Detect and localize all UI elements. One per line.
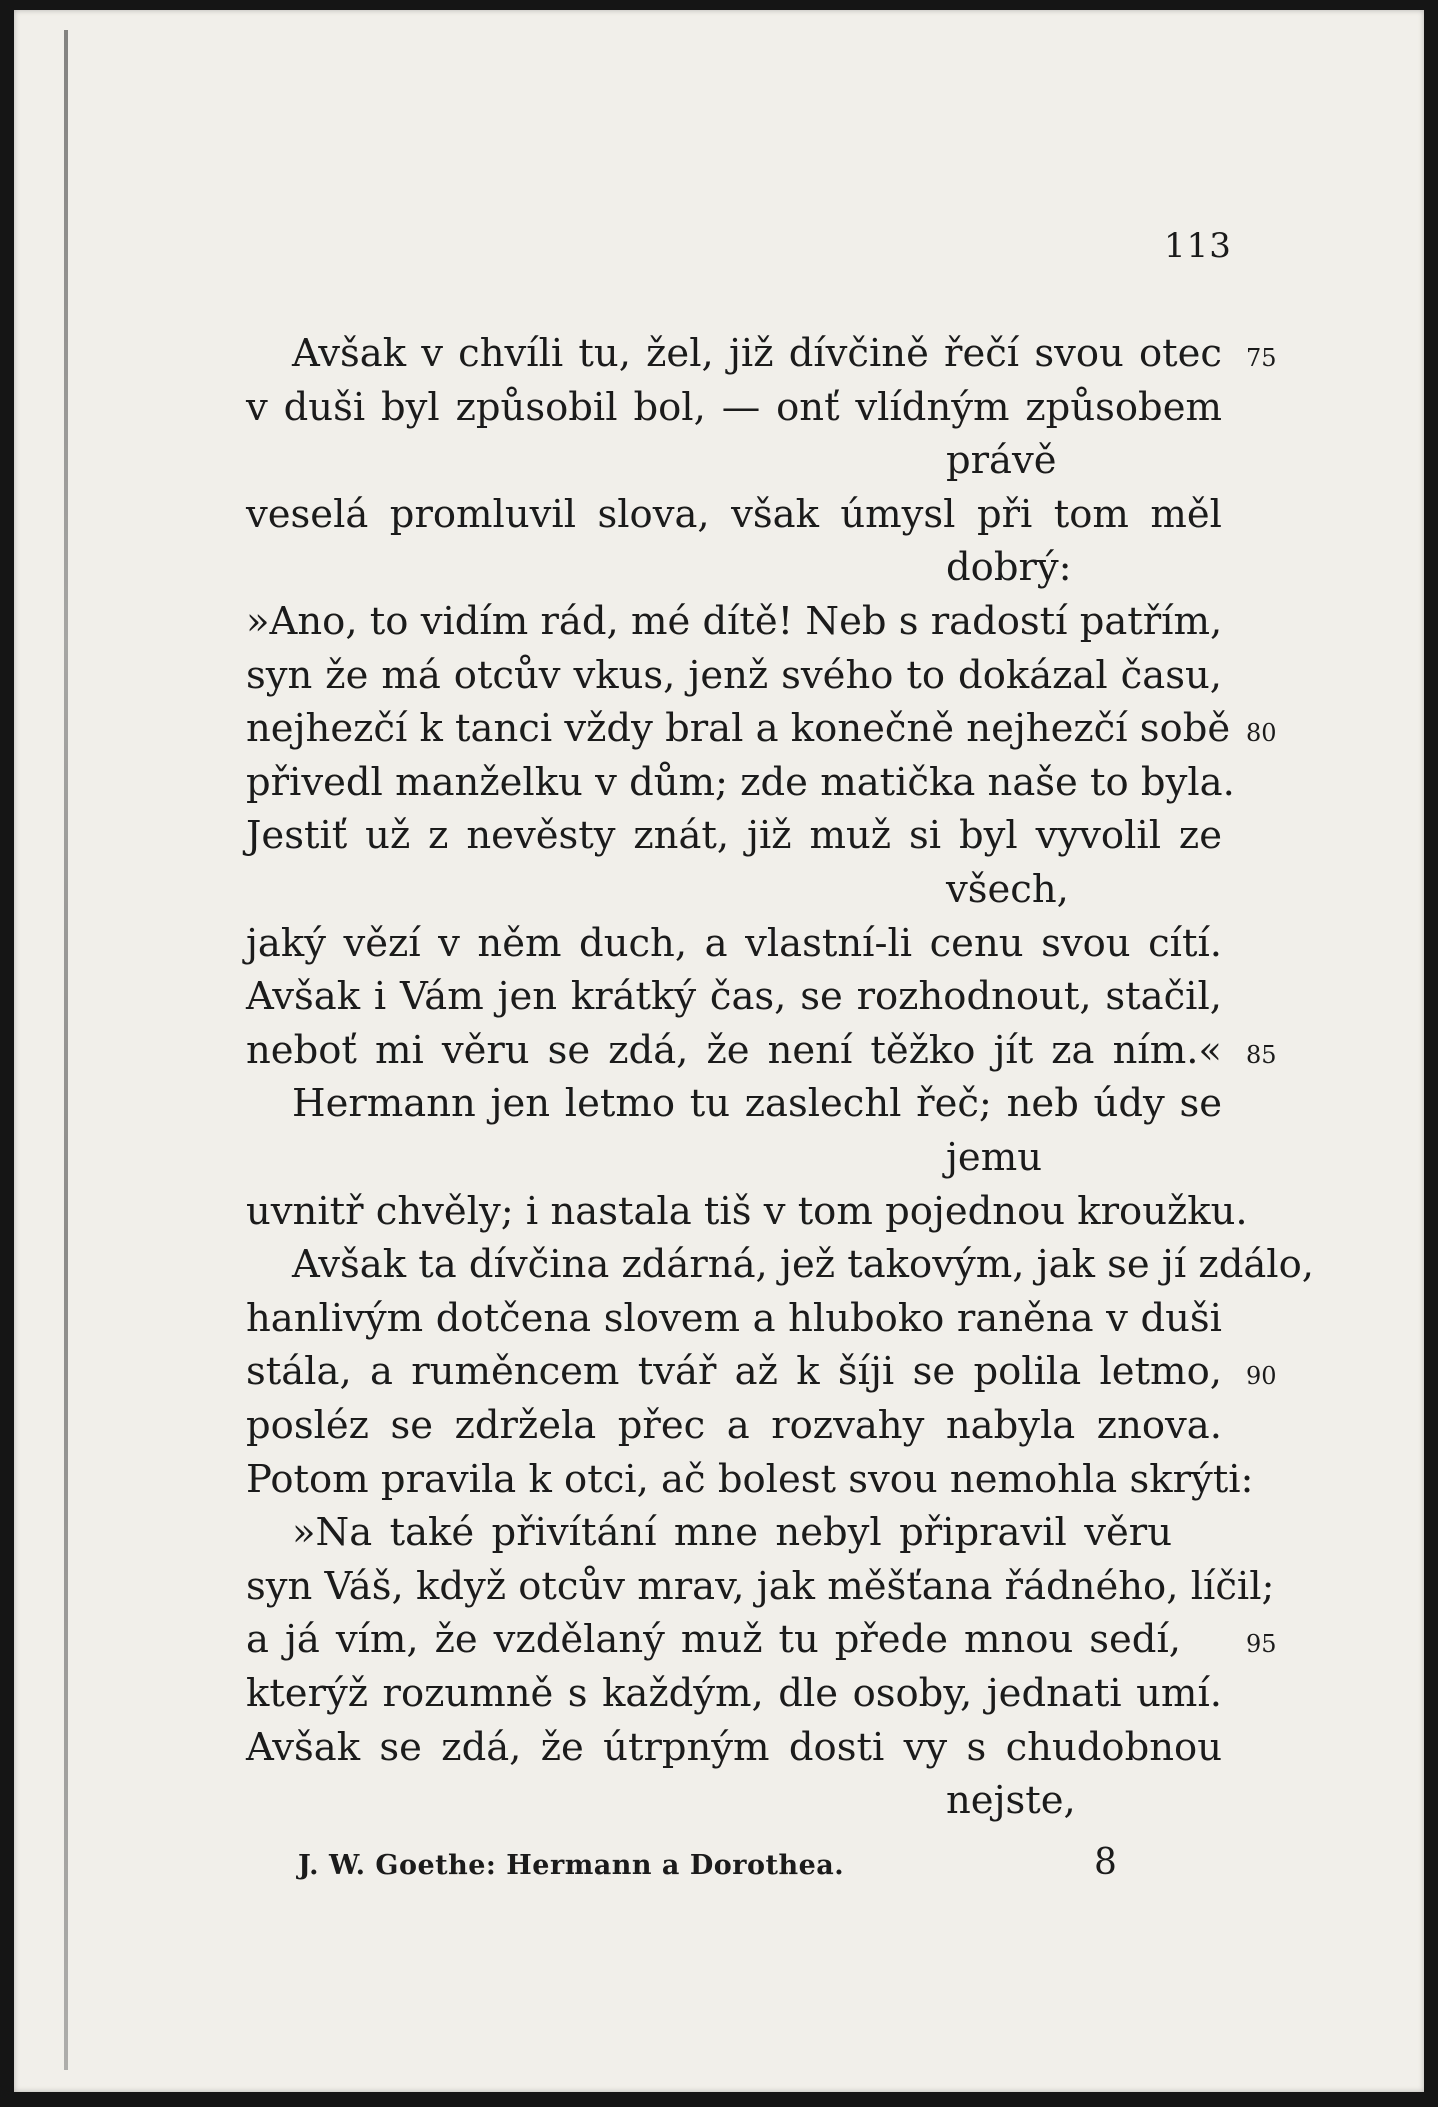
text-line: neboť mi věru se zdá, že není těžko jít za ním.«: [246, 1028, 1222, 1073]
text-line: jemu: [946, 1135, 1043, 1180]
line-number: 80: [1246, 719, 1277, 747]
line-number: 85: [1246, 1041, 1277, 1069]
text-line: »Na také přivítání mne nebyl připravil věru: [292, 1510, 1172, 1555]
text-line: Jestiť už z nevěsty znát, již muž si byl vyvolil ze: [246, 813, 1222, 858]
text-line: Hermann jen letmo tu zaslechl řeč; neb údy se: [292, 1081, 1222, 1126]
line-number: 75: [1246, 344, 1277, 372]
text-line: »Ano, to vidím rád, mé dítě! Neb s radostí patřím,: [246, 599, 1223, 644]
text-line: hanlivým dotčena slovem a hluboko raněna v duši: [246, 1296, 1222, 1341]
line-number: 90: [1246, 1362, 1277, 1390]
text-line: veselá promluvil slova, však úmysl při tom měl: [246, 492, 1222, 537]
text-line: a já vím, že vzdělaný muž tu přede mnou sedí,: [246, 1617, 1181, 1662]
text-line: Avšak se zdá, že útrpným dosti vy s chudobnou: [246, 1725, 1222, 1770]
text-line: syn že má otcův vkus, jenž svého to dokázal času,: [246, 653, 1222, 698]
line-number: 95: [1246, 1630, 1277, 1658]
text-line: Avšak v chvíli tu, žel, již dívčině řečí svou otec: [292, 331, 1222, 376]
text-line: nejhezčí k tanci vždy bral a konečně nejhezčí sobě: [246, 706, 1231, 751]
text-line: právě: [946, 438, 1057, 483]
text-line: Avšak i Vám jen krátký čas, se rozhodnout, stačil,: [246, 974, 1222, 1019]
text-line: Potom pravila k otci, ač bolest svou nemohla skrýti:: [246, 1457, 1254, 1502]
page-number: 113: [1164, 226, 1232, 266]
text-line: nejste,: [946, 1778, 1076, 1823]
text-line: stála, a ruměncem tvář až k šíji se polila letmo,: [246, 1349, 1222, 1394]
text-line: Avšak ta dívčina zdárná, jež takovým, jak se jí zdálo,: [292, 1242, 1315, 1287]
page-edge: [64, 30, 68, 2070]
text-line: všech,: [946, 867, 1069, 912]
book-page: [14, 10, 1424, 2092]
text-line: posléz se zdržela přec a rozvahy nabyla znova.: [246, 1403, 1222, 1448]
text-line: přivedl manželku v dům; zde matička naše to byla.: [246, 760, 1235, 805]
footer-title: J. W. Goethe: Hermann a Dorothea.: [298, 1850, 845, 1881]
text-line: v duši byl způsobil bol, — onť vlídným způsobem: [246, 385, 1222, 430]
text-line: kterýž rozumně s každým, dle osoby, jednati umí.: [246, 1671, 1222, 1716]
text-line: dobrý:: [946, 545, 1072, 590]
text-line: syn Váš, když otcův mrav, jak měšťana řádného, líčil;: [246, 1564, 1275, 1609]
text-line: uvnitř chvěly; i nastala tiš v tom pojednou kroužku.: [246, 1189, 1248, 1234]
text-line: jaký vězí v něm duch, a vlastní-li cenu svou cítí.: [246, 921, 1222, 966]
signature-mark: 8: [1094, 1842, 1117, 1883]
